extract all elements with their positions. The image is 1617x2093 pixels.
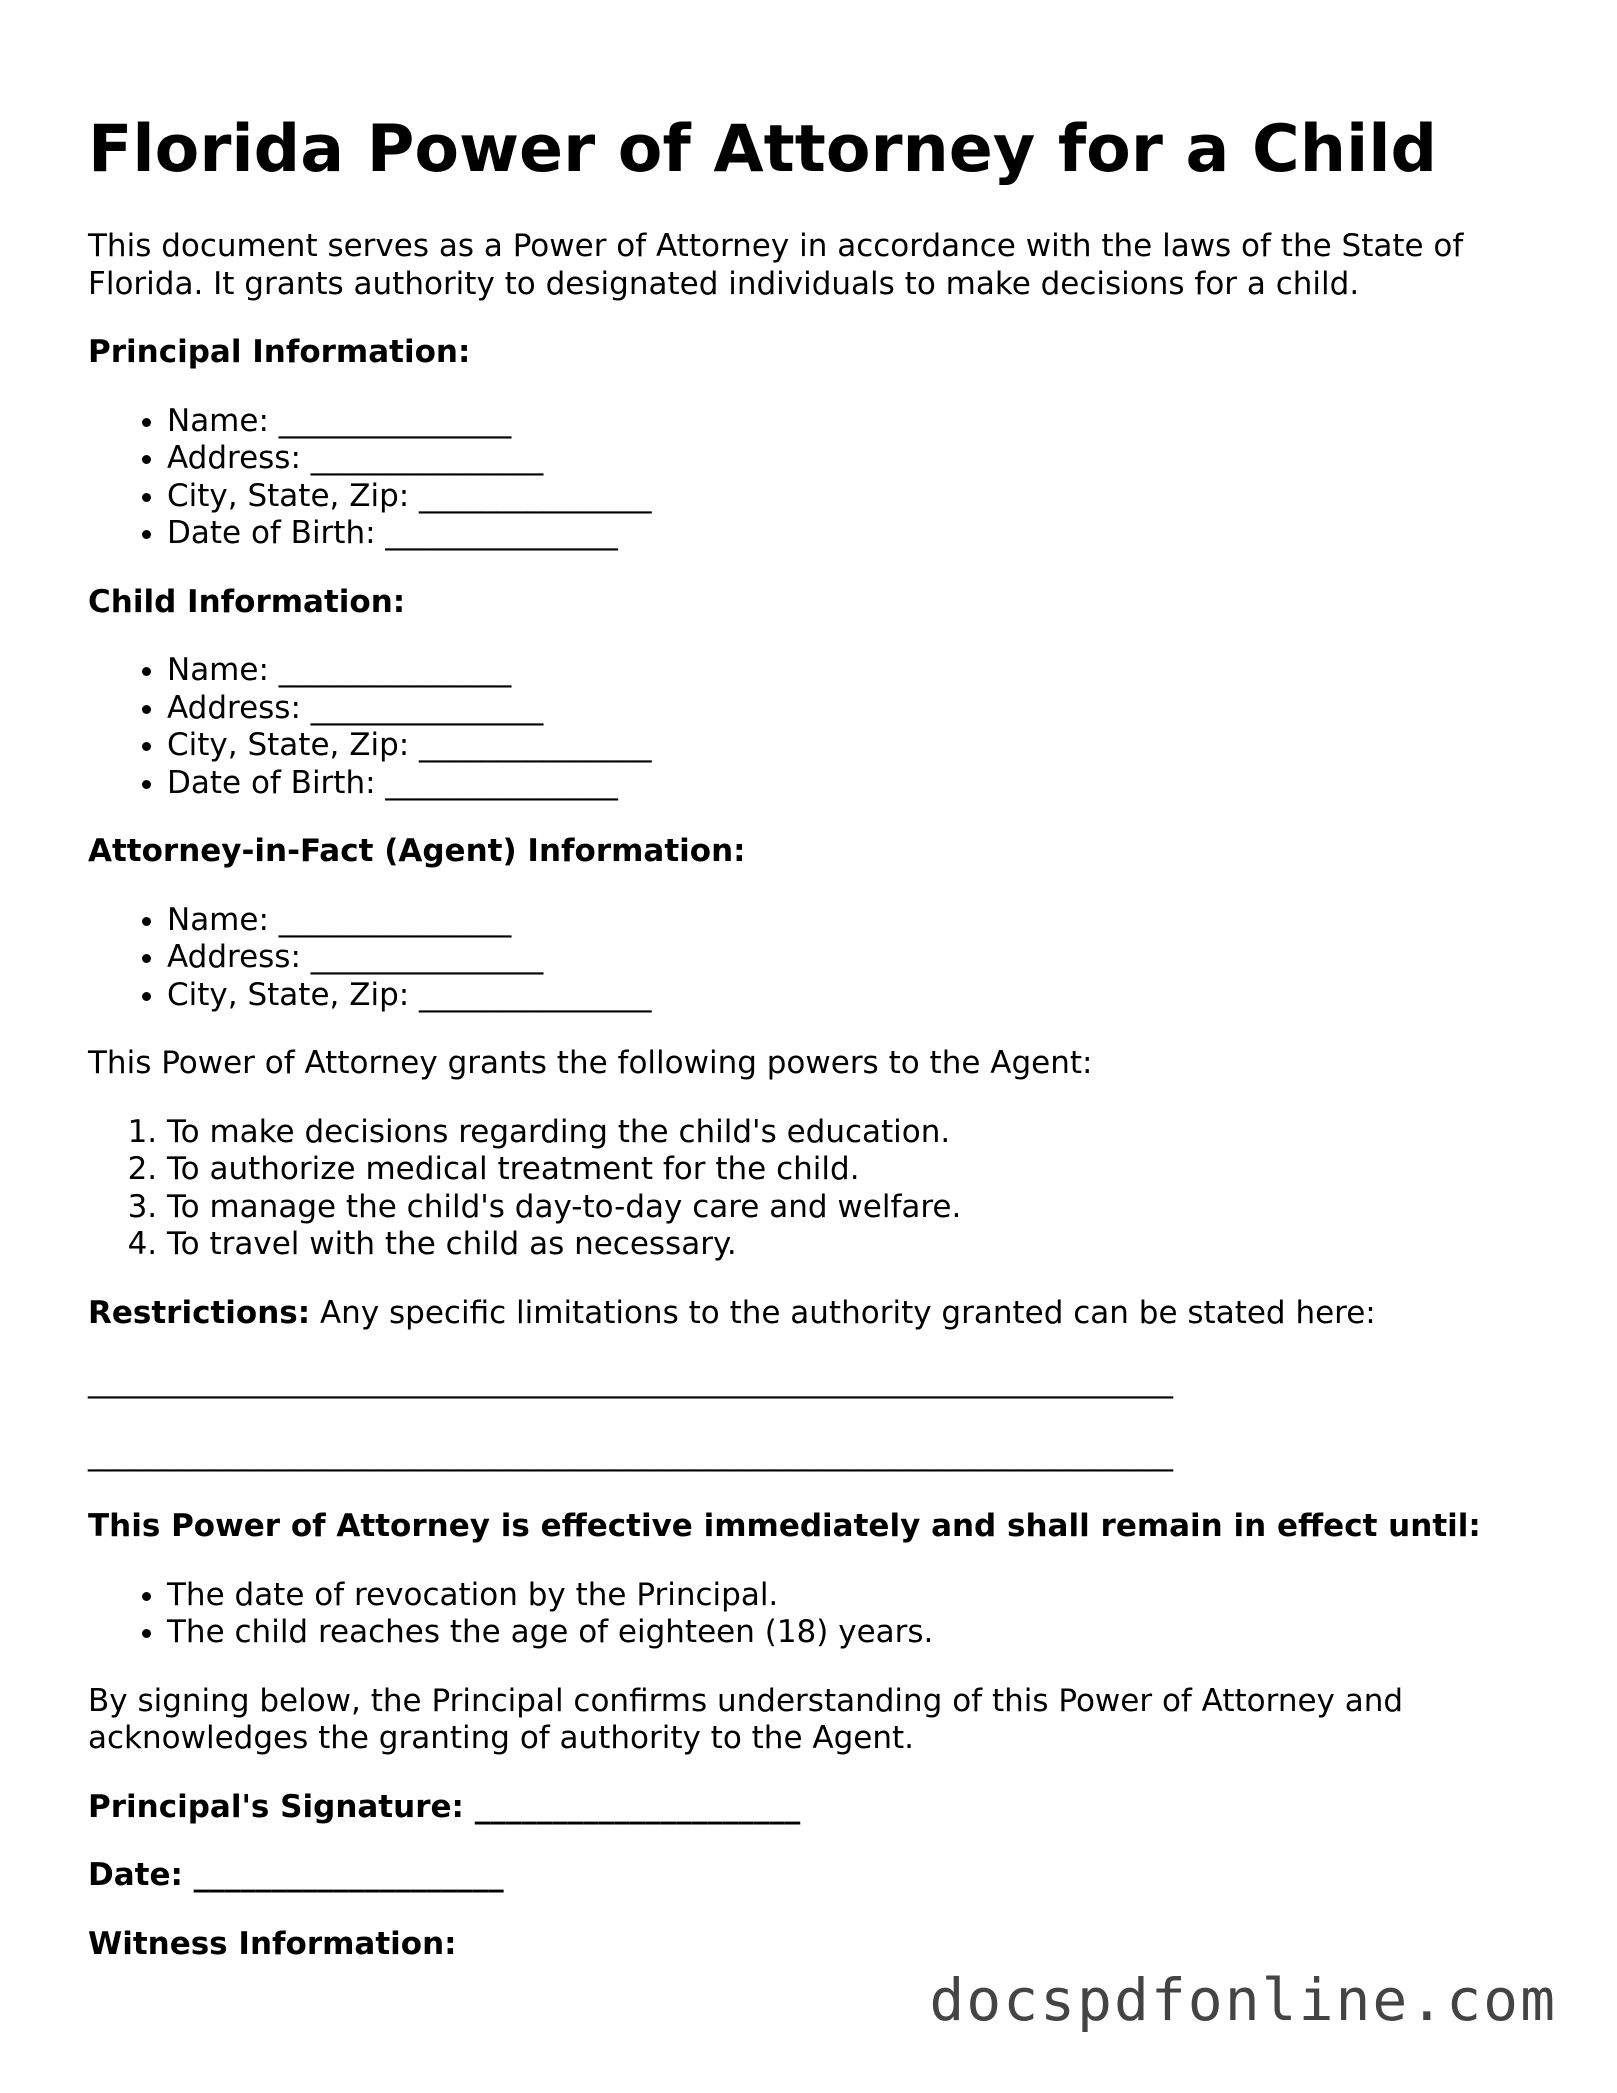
principal-name-field: • Name: _______________ [167, 403, 1528, 441]
power-item: 1. To make decisions regarding the child's education. [167, 1114, 1528, 1152]
effective-heading: This Power of Attorney is effective immediately and shall remain in effect until: [88, 1508, 1481, 1544]
restrictions-text: Any specific limitations to the authority granted can be stated here: [310, 1294, 1376, 1331]
principal-address-field: • Address: _______________ [167, 440, 1528, 478]
restrictions-blank-line-1: ______________________________________________________________________ [88, 1363, 1173, 1399]
date-line: Date: ____________________ [88, 1857, 504, 1893]
agent-heading: Attorney-in-Fact (Agent) Information: [88, 833, 746, 869]
principal-heading: Principal Information: [88, 334, 471, 370]
restrictions-label: Restrictions: [88, 1294, 311, 1331]
document-title: Florida Power of Attorney for a Child [88, 112, 1438, 187]
child-list [88, 652, 1528, 802]
child-city-state-zip-field: • City, State, Zip: _______________ [167, 727, 1528, 765]
child-dob-field: • Date of Birth: _______________ [167, 765, 1528, 803]
agent-name-field: • Name: _______________ [167, 902, 1528, 940]
agent-address-field: • Address: _______________ [167, 939, 1528, 977]
watermark-text: docspdfonline.com [929, 1966, 1557, 2034]
agent-city-state-zip-field: • City, State, Zip: _______________ [167, 977, 1528, 1015]
restrictions-blank-line-2: ______________________________________________________________________ [88, 1435, 1173, 1472]
principal-list [88, 403, 1528, 553]
power-item: 3. To manage the child's day-to-day care and welfare. [167, 1189, 1528, 1227]
intro-paragraph: This document serves as a Power of Attorney in accordance with the laws of the State of Florida. It grants authority to designated individuals to make decisions for a child. [88, 228, 1464, 302]
principal-signature-line: Principal's Signature: _____________________ [88, 1788, 801, 1825]
witness-heading: Witness Information: [88, 1925, 457, 1962]
document-body [88, 228, 1528, 1994]
child-address-field: • Address: _______________ [167, 690, 1528, 728]
principal-city-state-zip-field: • City, State, Zip: _______________ [167, 478, 1528, 516]
powers-list [88, 1114, 1528, 1264]
principal-dob-field: • Date of Birth: _______________ [167, 515, 1528, 553]
power-item: 4. To travel with the child as necessary. [167, 1226, 1528, 1264]
powers-intro: This Power of Attorney grants the following powers to the Agent: [88, 1045, 1093, 1081]
child-name-field: • Name: _______________ [167, 652, 1528, 690]
effective-item: • The child reaches the age of eighteen (18) years. [167, 1614, 1528, 1652]
restrictions-paragraph [88, 1295, 1528, 1333]
acknowledgment-paragraph: By signing below, the Principal confirms understanding of this Power of Attorney and acknowledges the granting of authority to the Agent. [88, 1682, 1404, 1756]
child-heading: Child Information: [88, 583, 406, 620]
power-item: 2. To authorize medical treatment for the child. [167, 1151, 1528, 1189]
effective-item: • The date of revocation by the Principal. [167, 1577, 1528, 1615]
agent-list [88, 902, 1528, 1015]
effective-list [88, 1577, 1528, 1652]
